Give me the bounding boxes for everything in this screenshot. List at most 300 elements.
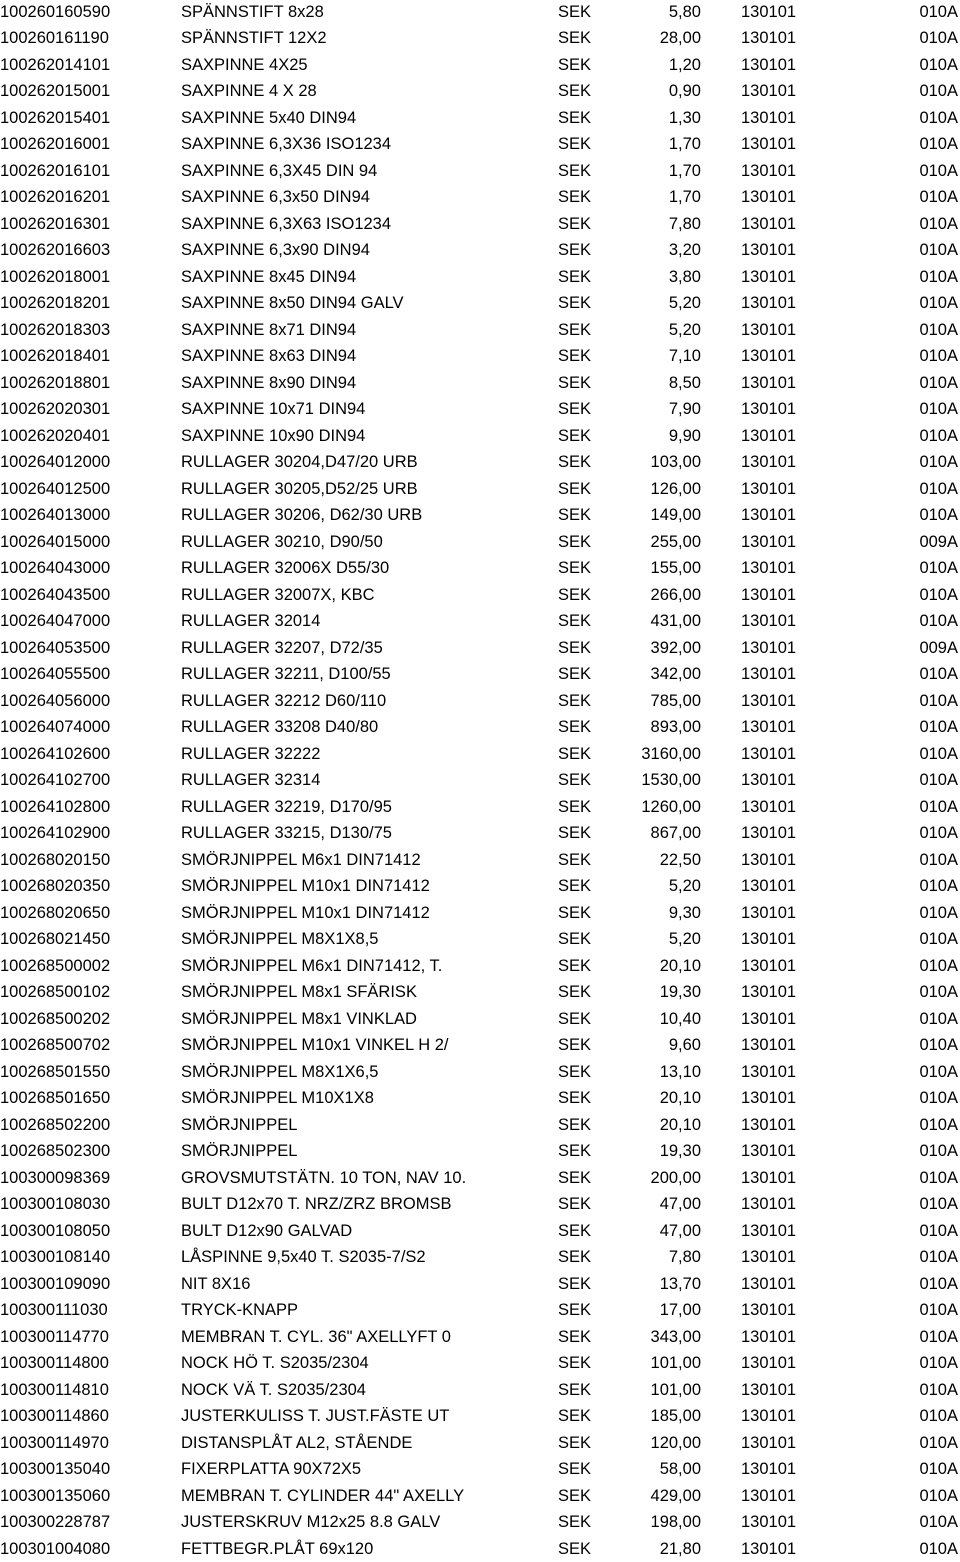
- item-description-cell: MEMBRAN T. CYLINDER 44" AXELLY: [181, 1486, 465, 1505]
- table-row: [0, 211, 960, 238]
- item-description-cell: SMÖRJNIPPEL M8x1 VINKLAD: [181, 1009, 417, 1028]
- price-code-cell: 010A: [919, 373, 958, 392]
- item-description-cell: SPÄNNSTIFT 12X2: [181, 29, 327, 47]
- table-row: [0, 820, 960, 847]
- currency-cell: SEK: [558, 1327, 592, 1346]
- article-number-cell: 100262018001: [0, 267, 111, 286]
- price-cell: 200,00: [650, 1168, 701, 1187]
- article-number-cell: 100300114810: [0, 1380, 109, 1399]
- price-code-cell: 009A: [919, 532, 958, 551]
- table-row: [0, 714, 960, 741]
- price-code-cell: 010A: [919, 1009, 958, 1028]
- article-number-cell: 100264043500: [0, 585, 111, 604]
- table-row: [0, 1138, 960, 1165]
- currency-cell: SEK: [558, 850, 592, 869]
- currency-cell: SEK: [558, 1460, 592, 1478]
- article-number-cell: 100300111030: [0, 1301, 108, 1319]
- table-row: [0, 1324, 960, 1351]
- table-row: [0, 1271, 960, 1298]
- item-description-cell: SAXPINNE 8x71 DIN94: [181, 320, 357, 339]
- currency-cell: SEK: [558, 506, 592, 524]
- date-cell: 130101: [741, 29, 797, 47]
- item-description-cell: SAXPINNE 6,3x50 DIN94: [181, 188, 370, 206]
- currency-cell: SEK: [558, 1354, 592, 1372]
- price-code-cell: 010A: [919, 1089, 958, 1107]
- table-row: [0, 873, 960, 900]
- price-code-cell: 010A: [919, 1486, 958, 1505]
- price-cell: 785,00: [650, 691, 701, 710]
- price-code-cell: 010A: [919, 1142, 958, 1160]
- date-cell: 130101: [741, 1460, 797, 1478]
- table-row: [0, 847, 960, 874]
- price-cell: 155,00: [650, 559, 701, 577]
- article-number-cell: 100300135060: [0, 1486, 111, 1505]
- price-cell: 1260,00: [641, 797, 701, 816]
- price-cell: 266,00: [650, 585, 701, 604]
- currency-cell: SEK: [558, 691, 592, 710]
- currency-cell: SEK: [558, 135, 592, 153]
- price-cell: 9,90: [668, 426, 701, 445]
- date-cell: 130101: [741, 824, 797, 842]
- price-code-cell: 010A: [919, 1327, 958, 1346]
- price-cell: 21,80: [659, 1539, 701, 1558]
- currency-cell: SEK: [558, 82, 592, 100]
- table-row: [0, 158, 960, 185]
- table-row: [0, 1059, 960, 1086]
- price-code-cell: 010A: [919, 877, 958, 895]
- price-cell: 120,00: [650, 1433, 701, 1452]
- date-cell: 130101: [741, 1195, 797, 1213]
- item-description-cell: RULLAGER 32006X D55/30: [181, 559, 390, 577]
- date-cell: 130101: [741, 479, 797, 498]
- article-number-cell: 100264013000: [0, 506, 111, 524]
- date-cell: 130101: [741, 691, 797, 710]
- currency-cell: SEK: [558, 665, 592, 683]
- date-cell: 130101: [741, 1036, 797, 1054]
- price-cell: 19,30: [659, 983, 701, 1001]
- article-number-cell: 100264056000: [0, 691, 111, 710]
- item-description-cell: NOCK HÖ T. S2035/2304: [181, 1354, 369, 1372]
- currency-cell: SEK: [558, 983, 592, 1001]
- item-description-cell: RULLAGER 30206, D62/30 URB: [181, 506, 423, 524]
- article-number-cell: 100262015001: [0, 82, 111, 100]
- price-cell: 7,10: [668, 347, 701, 365]
- item-description-cell: SAXPINNE 8x90 DIN94: [181, 373, 357, 392]
- table-row: [0, 1218, 960, 1245]
- price-cell: 101,00: [650, 1354, 701, 1372]
- date-cell: 130101: [741, 1407, 797, 1425]
- article-number-cell: 100300108050: [0, 1221, 111, 1240]
- date-cell: 130101: [741, 1248, 797, 1266]
- date-cell: 130101: [741, 1168, 797, 1187]
- item-description-cell: SMÖRJNIPPEL M10x1 VINKEL H 2/: [181, 1036, 449, 1054]
- price-cell: 1,70: [668, 135, 701, 153]
- table-row: [0, 237, 960, 264]
- article-number-cell: 100262016201: [0, 188, 111, 206]
- price-code-cell: 010A: [919, 1062, 958, 1081]
- currency-cell: SEK: [558, 585, 592, 604]
- date-cell: 130101: [741, 1539, 797, 1558]
- price-cell: 101,00: [650, 1380, 701, 1399]
- date-cell: 130101: [741, 1486, 797, 1505]
- item-description-cell: SMÖRJNIPPEL M8X1X8,5: [181, 930, 379, 948]
- item-description-cell: SAXPINNE 6,3x90 DIN94: [181, 241, 370, 259]
- item-description-cell: GROVSMUTSTÄTN. 10 TON, NAV 10.: [181, 1168, 467, 1187]
- item-description-cell: DISTANSPLÅT AL2, STÅENDE: [181, 1433, 413, 1452]
- article-number-cell: 100268501550: [0, 1062, 111, 1081]
- date-cell: 130101: [741, 771, 797, 789]
- date-cell: 130101: [741, 744, 797, 763]
- item-description-cell: RULLAGER 33208 D40/80: [181, 718, 379, 736]
- article-number-cell: 100268500202: [0, 1009, 111, 1028]
- article-number-cell: 100300228787: [0, 1513, 111, 1531]
- price-code-cell: 010A: [919, 29, 958, 47]
- table-row: [0, 582, 960, 609]
- table-row: [0, 1377, 960, 1404]
- item-description-cell: FETTBEGR.PLÅT 69x120: [181, 1539, 374, 1558]
- date-cell: 130101: [741, 373, 797, 392]
- currency-cell: SEK: [558, 797, 592, 816]
- date-cell: 130101: [741, 506, 797, 524]
- date-cell: 130101: [741, 930, 797, 948]
- article-number-cell: 100260161190: [0, 29, 109, 47]
- currency-cell: SEK: [558, 55, 592, 74]
- item-description-cell: SMÖRJNIPPEL M10x1 DIN71412: [181, 903, 430, 922]
- item-description-cell: JUSTERSKRUV M12x25 8.8 GALV: [181, 1513, 441, 1531]
- price-cell: 3160,00: [641, 744, 701, 763]
- item-description-cell: SMÖRJNIPPEL: [181, 1142, 298, 1160]
- date-cell: 130101: [741, 1274, 797, 1293]
- article-number-cell: 100300135040: [0, 1460, 111, 1478]
- table-row: [0, 1006, 960, 1033]
- date-cell: 130101: [741, 2, 797, 21]
- price-cell: 13,10: [659, 1062, 701, 1081]
- article-number-cell: 100300114860: [0, 1407, 109, 1425]
- item-description-cell: RULLAGER 30210, D90/50: [181, 532, 383, 551]
- price-code-cell: 010A: [919, 718, 958, 736]
- item-description-cell: SPÄNNSTIFT 8x28: [181, 2, 324, 21]
- date-cell: 130101: [741, 665, 797, 683]
- price-cell: 3,80: [668, 267, 701, 286]
- price-code-cell: 010A: [919, 771, 958, 789]
- item-description-cell: SAXPINNE 4 X 28: [181, 82, 317, 100]
- price-code-cell: 010A: [919, 2, 958, 21]
- currency-cell: SEK: [558, 1380, 592, 1399]
- price-cell: 1,30: [668, 108, 701, 127]
- price-code-cell: 010A: [919, 1274, 958, 1293]
- price-cell: 28,00: [659, 29, 701, 47]
- price-code-cell: 010A: [919, 1433, 958, 1452]
- item-description-cell: SAXPINNE 8x45 DIN94: [181, 267, 357, 286]
- table-row: [0, 741, 960, 768]
- currency-cell: SEK: [558, 718, 592, 736]
- price-code-cell: 010A: [919, 1354, 958, 1372]
- table-row: [0, 264, 960, 291]
- currency-cell: SEK: [558, 108, 592, 127]
- article-number-cell: 100268021450: [0, 930, 111, 948]
- date-cell: 130101: [741, 55, 797, 74]
- price-code-cell: 010A: [919, 983, 958, 1001]
- article-number-cell: 100268020350: [0, 877, 111, 895]
- price-cell: 47,00: [659, 1221, 701, 1240]
- item-description-cell: SMÖRJNIPPEL M6x1 DIN71412, T.: [181, 956, 443, 975]
- item-description-cell: JUSTERKULISS T. JUST.FÄSTE UT: [181, 1407, 450, 1425]
- article-number-cell: 100262020401: [0, 426, 111, 445]
- currency-cell: SEK: [558, 373, 592, 392]
- currency-cell: SEK: [558, 400, 592, 418]
- article-number-cell: 100264074000: [0, 718, 111, 736]
- item-description-cell: RULLAGER 33215, D130/75: [181, 824, 392, 842]
- table-row: [0, 25, 960, 52]
- date-cell: 130101: [741, 320, 797, 339]
- table-row: [0, 608, 960, 635]
- date-cell: 130101: [741, 850, 797, 869]
- table-row: [0, 1244, 960, 1271]
- currency-cell: SEK: [558, 1274, 592, 1293]
- article-number-cell: 100262016603: [0, 241, 111, 259]
- item-description-cell: SAXPINNE 8x50 DIN94 GALV: [181, 294, 404, 312]
- price-code-cell: 010A: [919, 1036, 958, 1054]
- currency-cell: SEK: [558, 267, 592, 286]
- price-code-cell: 010A: [919, 930, 958, 948]
- price-code-cell: 010A: [919, 267, 958, 286]
- currency-cell: SEK: [558, 2, 592, 21]
- item-description-cell: NOCK VÄ T. S2035/2304: [181, 1380, 366, 1399]
- date-cell: 130101: [741, 903, 797, 922]
- date-cell: 130101: [741, 1433, 797, 1452]
- price-cell: 343,00: [650, 1327, 701, 1346]
- item-description-cell: SAXPINNE 6,3X63 ISO1234: [181, 214, 392, 233]
- price-cell: 198,00: [650, 1513, 701, 1531]
- currency-cell: SEK: [558, 1407, 592, 1425]
- price-code-cell: 010A: [919, 135, 958, 153]
- table-row: [0, 396, 960, 423]
- table-row: [0, 555, 960, 582]
- price-cell: 1,70: [668, 188, 701, 206]
- article-number-cell: 100300114800: [0, 1354, 109, 1372]
- price-cell: 185,00: [650, 1407, 701, 1425]
- article-number-cell: 100264102600: [0, 744, 111, 763]
- item-description-cell: RULLAGER 32007X, KBC: [181, 585, 375, 604]
- currency-cell: SEK: [558, 1486, 592, 1505]
- table-row: [0, 1297, 960, 1324]
- date-cell: 130101: [741, 108, 797, 127]
- currency-cell: SEK: [558, 744, 592, 763]
- currency-cell: SEK: [558, 824, 592, 842]
- item-description-cell: SAXPINNE 10x71 DIN94: [181, 400, 366, 418]
- price-cell: 5,20: [668, 877, 701, 895]
- price-cell: 20,10: [659, 956, 701, 975]
- item-description-cell: SMÖRJNIPPEL M10x1 DIN71412: [181, 877, 430, 895]
- price-code-cell: 010A: [919, 347, 958, 365]
- price-code-cell: 010A: [919, 1407, 958, 1425]
- price-code-cell: 010A: [919, 426, 958, 445]
- currency-cell: SEK: [558, 161, 592, 180]
- currency-cell: SEK: [558, 320, 592, 339]
- article-number-cell: 100264012000: [0, 453, 111, 471]
- table-row: [0, 184, 960, 211]
- price-code-cell: 010A: [919, 241, 958, 259]
- currency-cell: SEK: [558, 188, 592, 206]
- date-cell: 130101: [741, 400, 797, 418]
- price-cell: 1530,00: [641, 771, 701, 789]
- article-number-cell: 100300108030: [0, 1195, 111, 1213]
- currency-cell: SEK: [558, 956, 592, 975]
- price-cell: 7,80: [668, 214, 701, 233]
- price-code-cell: 010A: [919, 1380, 958, 1399]
- table-row: [0, 370, 960, 397]
- date-cell: 130101: [741, 983, 797, 1001]
- price-cell: 1,70: [668, 161, 701, 180]
- item-description-cell: FIXERPLATTA 90X72X5: [181, 1460, 362, 1478]
- price-cell: 17,00: [659, 1301, 701, 1319]
- table-row: [0, 449, 960, 476]
- date-cell: 130101: [741, 161, 797, 180]
- date-cell: 130101: [741, 1142, 797, 1160]
- price-code-cell: 010A: [919, 691, 958, 710]
- price-code-cell: 010A: [919, 294, 958, 312]
- table-row: [0, 926, 960, 953]
- article-number-cell: 100262016001: [0, 135, 111, 153]
- currency-cell: SEK: [558, 1036, 592, 1054]
- price-cell: 429,00: [650, 1486, 701, 1505]
- table-row: [0, 1456, 960, 1483]
- table-row: [0, 343, 960, 370]
- article-number-cell: 100268020650: [0, 903, 111, 922]
- price-cell: 255,00: [650, 532, 701, 551]
- article-number-cell: 100301004080: [0, 1539, 111, 1558]
- price-cell: 103,00: [650, 453, 701, 471]
- price-code-cell: 010A: [919, 453, 958, 471]
- price-code-cell: 010A: [919, 320, 958, 339]
- currency-cell: SEK: [558, 214, 592, 233]
- article-number-cell: 100262016301: [0, 214, 111, 233]
- article-number-cell: 100268500102: [0, 983, 111, 1001]
- item-description-cell: RULLAGER 32014: [181, 612, 321, 630]
- price-cell: 9,30: [668, 903, 701, 922]
- table-row: [0, 1112, 960, 1139]
- article-number-cell: 100264012500: [0, 479, 111, 498]
- price-code-cell: 010A: [919, 956, 958, 975]
- currency-cell: SEK: [558, 559, 592, 577]
- date-cell: 130101: [741, 612, 797, 630]
- price-cell: 47,00: [659, 1195, 701, 1213]
- price-code-cell: 010A: [919, 903, 958, 922]
- table-row: [0, 317, 960, 344]
- date-cell: 130101: [741, 1301, 797, 1319]
- currency-cell: SEK: [558, 1539, 592, 1558]
- item-description-cell: SMÖRJNIPPEL M8X1X6,5: [181, 1062, 379, 1081]
- price-code-cell: 010A: [919, 612, 958, 630]
- price-code-cell: 010A: [919, 1115, 958, 1134]
- article-number-cell: 100300109090: [0, 1274, 111, 1293]
- date-cell: 130101: [741, 294, 797, 312]
- table-row: [0, 1350, 960, 1377]
- currency-cell: SEK: [558, 426, 592, 445]
- price-code-cell: 009A: [919, 638, 958, 657]
- date-cell: 130101: [741, 585, 797, 604]
- date-cell: 130101: [741, 188, 797, 206]
- article-number-cell: 100264053500: [0, 638, 111, 657]
- price-cell: 149,00: [650, 506, 701, 524]
- price-cell: 7,90: [668, 400, 701, 418]
- price-cell: 867,00: [650, 824, 701, 842]
- price-code-cell: 010A: [919, 188, 958, 206]
- price-code-cell: 010A: [919, 1248, 958, 1266]
- table-row: [0, 767, 960, 794]
- price-cell: 126,00: [650, 479, 701, 498]
- price-cell: 5,20: [668, 294, 701, 312]
- table-row: [0, 1191, 960, 1218]
- article-number-cell: 100268020150: [0, 850, 111, 869]
- price-code-cell: 010A: [919, 108, 958, 127]
- price-cell: 893,00: [650, 718, 701, 736]
- article-number-cell: 100264102800: [0, 797, 111, 816]
- table-row: [0, 105, 960, 132]
- date-cell: 130101: [741, 241, 797, 259]
- table-row: [0, 1483, 960, 1510]
- price-code-cell: 010A: [919, 479, 958, 498]
- article-number-cell: 100268502300: [0, 1142, 111, 1160]
- table-row: [0, 979, 960, 1006]
- table-row: [0, 529, 960, 556]
- currency-cell: SEK: [558, 1062, 592, 1081]
- date-cell: 130101: [741, 267, 797, 286]
- price-cell: 342,00: [650, 665, 701, 683]
- item-description-cell: SAXPINNE 5x40 DIN94: [181, 108, 357, 127]
- currency-cell: SEK: [558, 1142, 592, 1160]
- item-description-cell: NIT 8X16: [181, 1274, 251, 1293]
- item-description-cell: RULLAGER 30204,D47/20 URB: [181, 453, 418, 471]
- price-cell: 3,20: [668, 241, 701, 259]
- price-code-cell: 010A: [919, 1539, 958, 1558]
- article-number-cell: 100264043000: [0, 559, 111, 577]
- table-row: [0, 1165, 960, 1192]
- table-row: [0, 635, 960, 662]
- table-row: [0, 78, 960, 105]
- item-description-cell: RULLAGER 32212 D60/110: [181, 691, 387, 710]
- currency-cell: SEK: [558, 1433, 592, 1452]
- currency-cell: SEK: [558, 241, 592, 259]
- date-cell: 130101: [741, 1327, 797, 1346]
- article-number-cell: 100300098369: [0, 1168, 111, 1187]
- price-code-cell: 010A: [919, 82, 958, 100]
- item-description-cell: RULLAGER 32211, D100/55: [181, 665, 391, 683]
- date-cell: 130101: [741, 453, 797, 471]
- currency-cell: SEK: [558, 903, 592, 922]
- price-code-cell: 010A: [919, 506, 958, 524]
- date-cell: 130101: [741, 135, 797, 153]
- date-cell: 130101: [741, 638, 797, 657]
- item-description-cell: RULLAGER 32314: [181, 771, 321, 789]
- price-code-cell: 010A: [919, 1221, 958, 1240]
- article-number-cell: 100262018401: [0, 347, 111, 365]
- table-row: [0, 661, 960, 688]
- price-code-cell: 010A: [919, 797, 958, 816]
- article-number-cell: 100262020301: [0, 400, 111, 418]
- item-description-cell: LÅSPINNE 9,5x40 T. S2035-7/S2: [181, 1248, 426, 1266]
- item-description-cell: RULLAGER 30205,D52/25 URB: [181, 479, 418, 498]
- price-code-cell: 010A: [919, 1168, 958, 1187]
- price-cell: 5,20: [668, 320, 701, 339]
- currency-cell: SEK: [558, 1009, 592, 1028]
- currency-cell: SEK: [558, 1089, 592, 1107]
- price-cell: 20,10: [659, 1115, 701, 1134]
- article-number-cell: 100264102900: [0, 824, 111, 842]
- date-cell: 130101: [741, 1513, 797, 1531]
- price-code-cell: 010A: [919, 665, 958, 683]
- currency-cell: SEK: [558, 612, 592, 630]
